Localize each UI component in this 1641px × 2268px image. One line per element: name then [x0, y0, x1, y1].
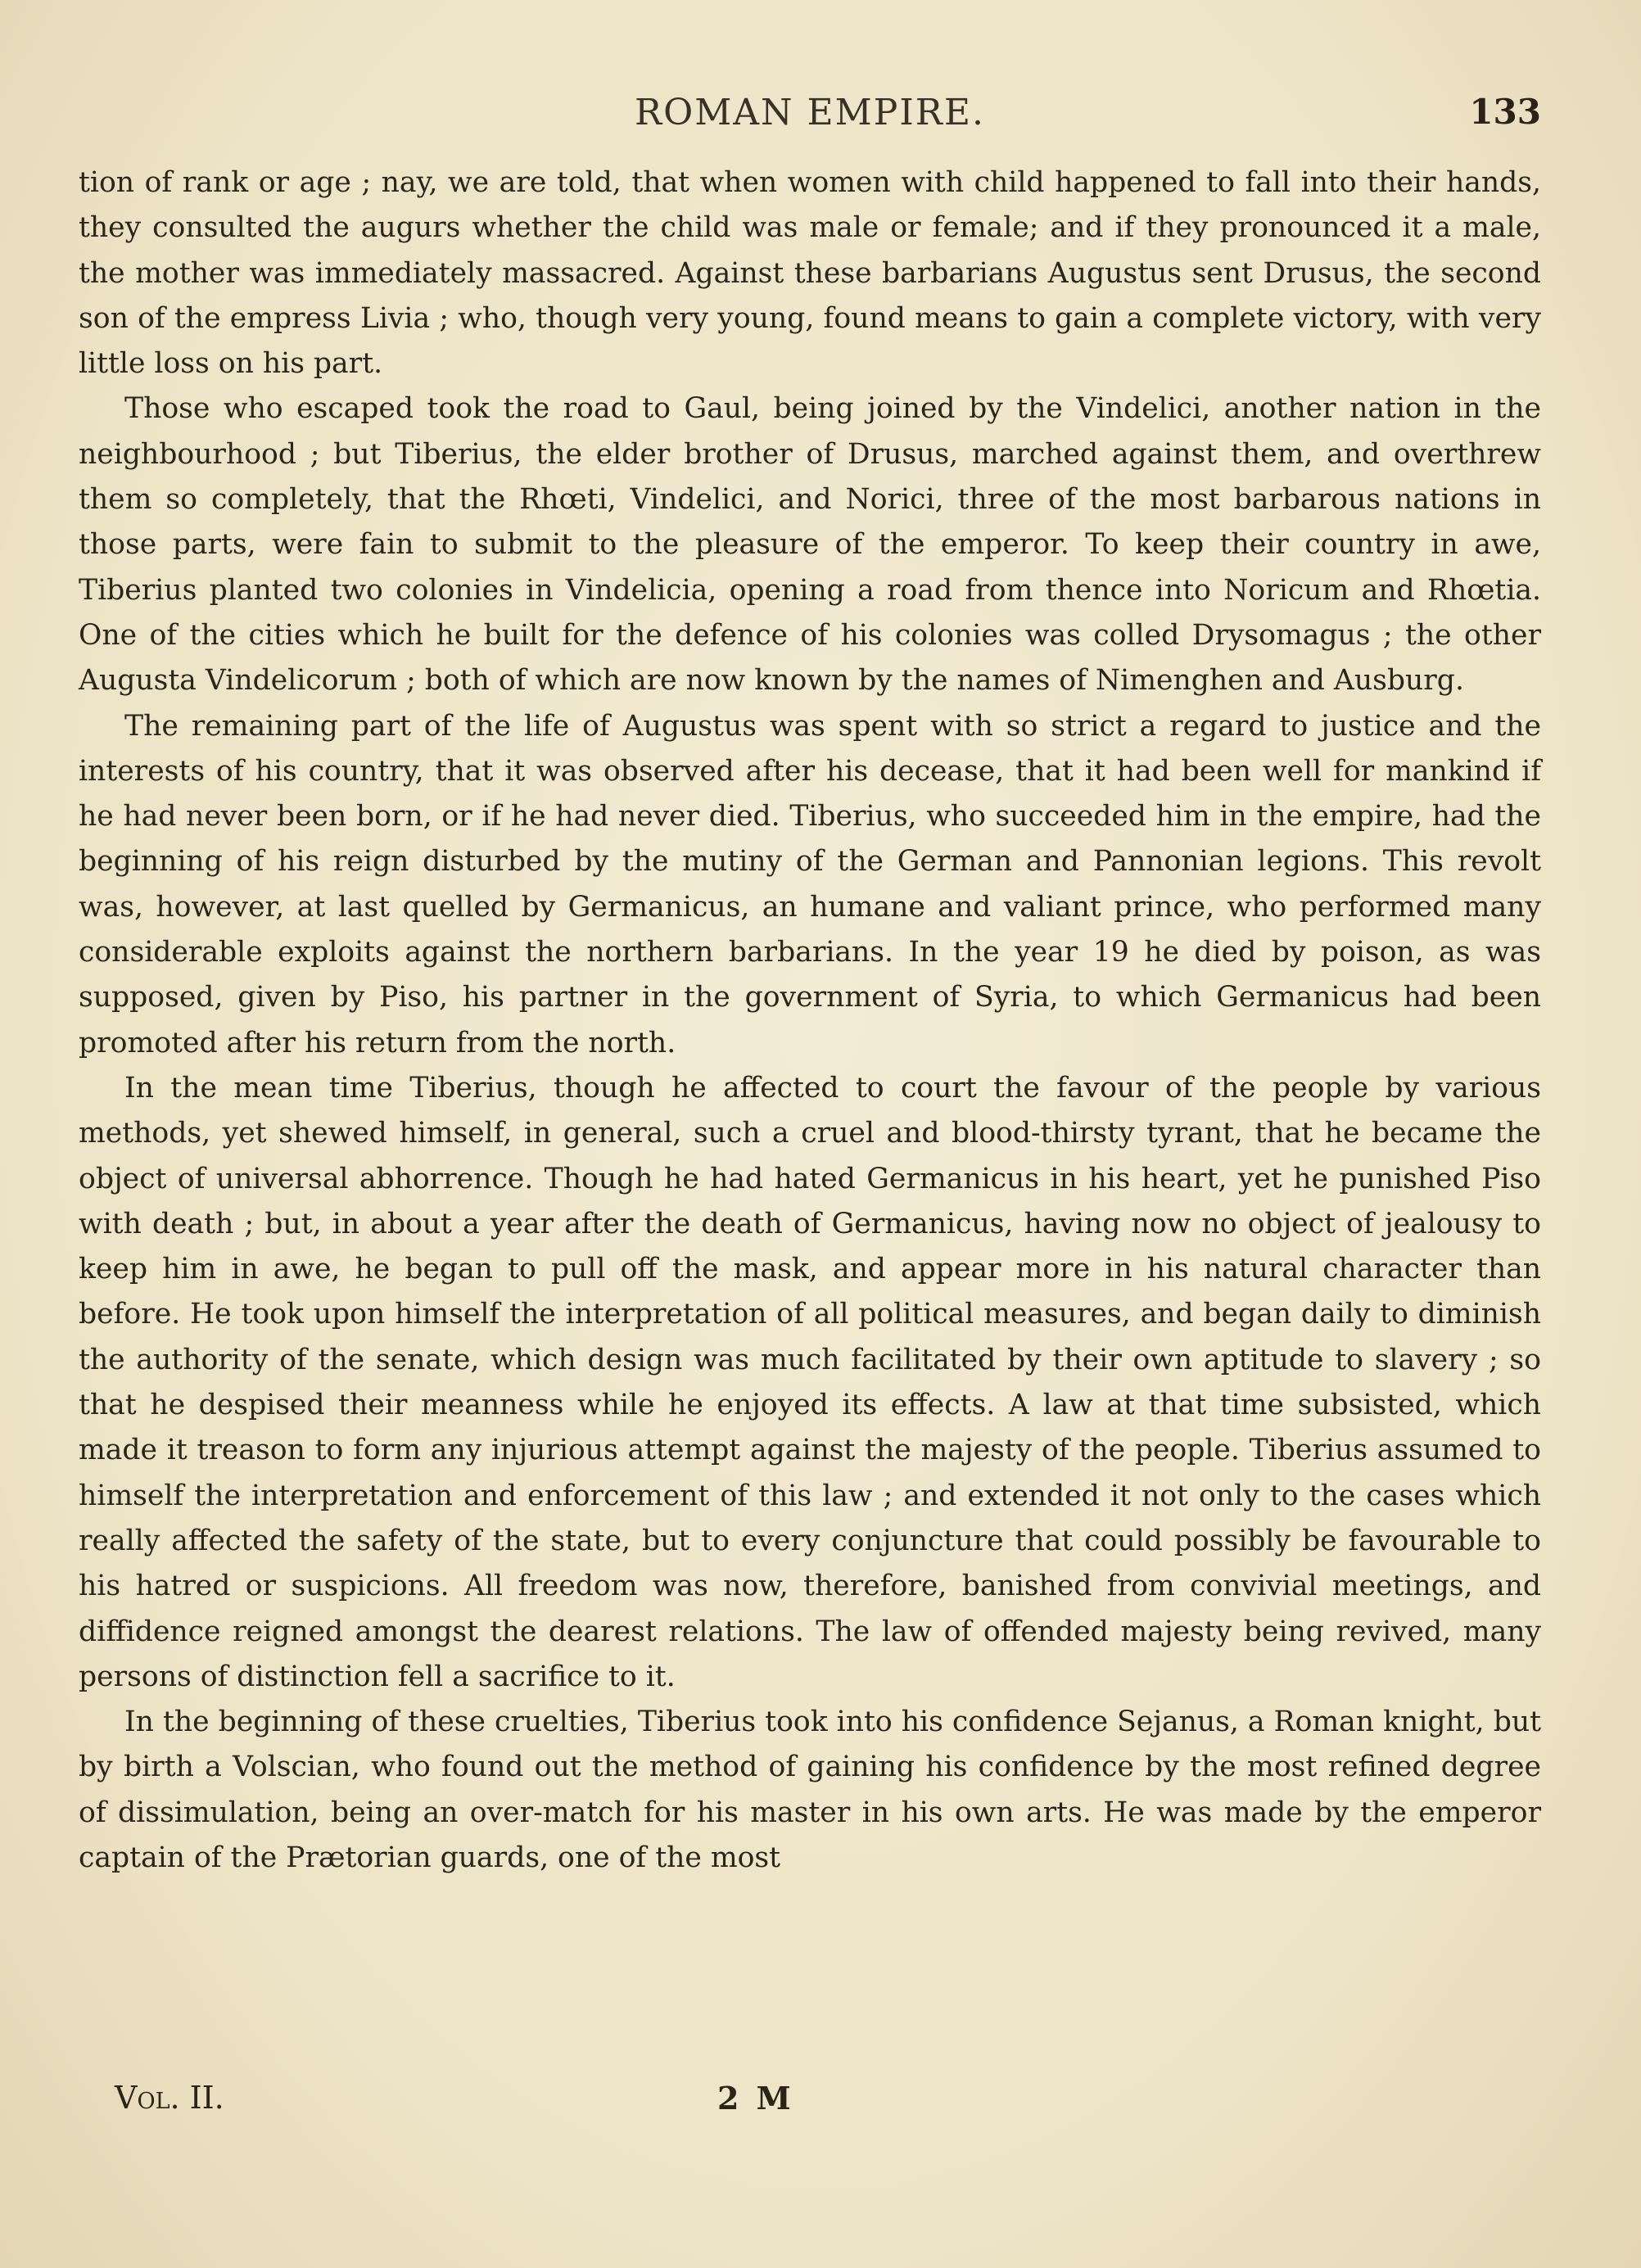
page-number: 133 [1469, 92, 1541, 132]
paragraph: tion of rank or age ; nay, we are told, that when women with child happened to fall into their hands, they consulted the augurs whether the child was male or female; and if they pronounced it a male, the mother was immediately massacred. Against these barbarians Augustus sent Drusus, the second son of the empress Livia ; who, though very young, found means to gain a complete victory, with very little loss on his part. [79, 166, 1541, 381]
running-head [79, 92, 1541, 141]
paragraph: In the beginning of these cruelties, Tiberius took into his confidence Sejanus, a Roman knight, but by birth a Volscian, who found out the method of gaining his confidence by the most refined degree of dissimulation, being an over-match for his master in his own arts. He was made by the emperor captain of the Prætorian guards, one of the most [79, 1706, 1541, 1874]
signature-mark: 2 M [717, 2080, 794, 2117]
paragraph: In the mean time Tiberius, though he affected to court the favour of the people by various methods, yet shewed himself, in general, such a cruel and blood-thirsty tyrant, that he became the object of universal abhorrence. Though he had hated Germanicus in his heart, yet he punished Piso with death ; but, in about a year after the death of Germanicus, having now no object of jealousy to keep him in awe, he began to pull off the mask, and appear more in his natural character than before. He took upon himself the interpretation of all political measures, and began daily to diminish the authority of the senate, which design was much facilitated by their own aptitude to slavery ; so that he despised their meanness while he enjoyed its effects. A law at that time subsisted, which made it treason to form any injurious attempt against the majesty of the people. Tiberius assumed to himself the interpretation and enforcement of this law ; and extended it not only to the cases which really affected the safety of the state, but to every conjuncture that could possibly be favourable to his hatred or suspicions. All freedom was now, therefore, banished from convivial meetings, and diffidence reigned amongst the dearest relations. The law of offended majesty being revived, many persons of distinction fell a sacrifice to it. [79, 1071, 1541, 1693]
page-title: ROMAN EMPIRE. [635, 92, 985, 133]
volume-label: Vol. II. [115, 2080, 224, 2116]
page-footer [79, 2080, 1541, 2129]
paragraph: Those who escaped took the road to Gaul, being joined by the Vindelici, another nation in the neighbourhood ; but Tiberius, the elder brother of Drusus, marched against them, and overthrew them so completely, that the Rhœti, Vindelici, and Norici, three of the most barbarous nations in those parts, were fain to submit to the pleasure of the emperor. To keep their country in awe, Tiberius planted two colonies in Vindelicia, opening a road from thence into Noricum and Rhœtia. One of the cities which he built for the defence of his colonies was colled Drysomagus ; the other Augusta Vindelicorum ; both of which are now known by the names of Nimenghen and Ausburg. [79, 392, 1541, 698]
paragraph: The remaining part of the life of Augustus was spent with so strict a regard to justice and the interests of his country, that it was observed after his decease, that it had been well for mankind if he had never been born, or if he had never died. Tiberius, who succeeded him in the empire, had the beginning of his reign disturbed by the mutiny of the German and Pannonian legions. This revolt was, however, at last quelled by Germanicus, an humane and valiant prince, who performed many considerable exploits against the northern barbarians. In the year 19 he died by poison, as was supposed, given by Piso, his partner in the government of Syria, to which Germanicus had been promoted after his return from the north. [79, 709, 1541, 1059]
body-text [79, 160, 1541, 1881]
